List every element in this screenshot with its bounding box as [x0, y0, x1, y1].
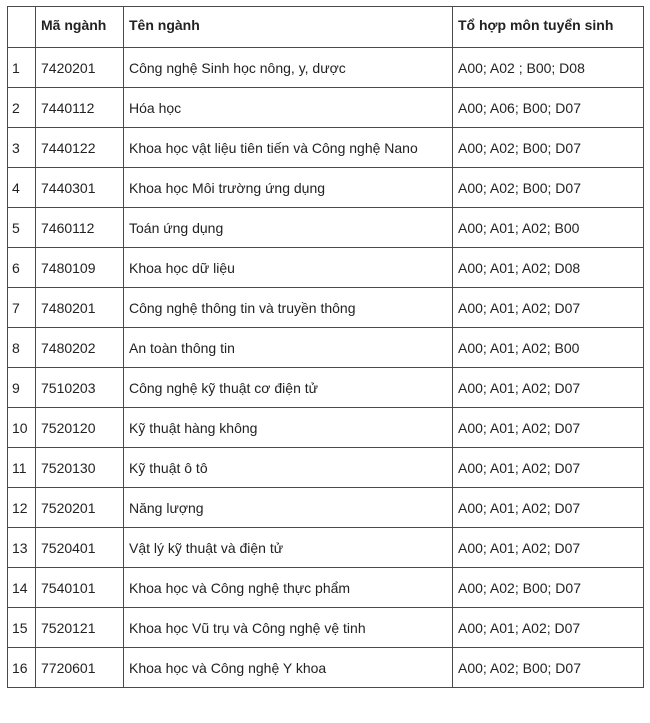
table-row [8, 168, 644, 208]
subject-combination-cell: A00; A01; A02; D08 [453, 248, 644, 288]
row-index-cell: 16 [8, 648, 36, 688]
subject-combination-cell: A00; A01; A02; D07 [453, 448, 644, 488]
major-name-cell: Toán ứng dụng [124, 208, 453, 248]
major-name-cell: Công nghệ Sinh học nông, y, dược [124, 48, 453, 88]
major-name-cell: Kỹ thuật ô tô [124, 448, 453, 488]
row-index-cell: 3 [8, 128, 36, 168]
major-name-cell: Khoa học vật liệu tiên tiến và Công nghệ Nano [124, 128, 453, 168]
table-row [8, 48, 644, 88]
major-code-cell: 7520201 [36, 488, 124, 528]
table-row [8, 648, 644, 688]
table-row [8, 208, 644, 248]
row-index-cell: 8 [8, 328, 36, 368]
major-name-cell: Khoa học dữ liệu [124, 248, 453, 288]
major-code-cell: 7510203 [36, 368, 124, 408]
subject-combination-cell: A00; A02; B00; D07 [453, 648, 644, 688]
table-row [8, 568, 644, 608]
subject-combination-cell: A00; A02; B00; D07 [453, 128, 644, 168]
major-code-cell: 7440122 [36, 128, 124, 168]
table-row [8, 328, 644, 368]
row-index-cell: 7 [8, 288, 36, 328]
subject-combination-cell: A00; A01; A02; D07 [453, 608, 644, 648]
row-index-cell: 5 [8, 208, 36, 248]
subject-combination-cell: A00; A02; B00; D07 [453, 568, 644, 608]
admissions-table-container [7, 6, 644, 688]
major-name-cell: Khoa học Môi trường ứng dụng [124, 168, 453, 208]
major-name-cell: Khoa học và Công nghệ Y khoa [124, 648, 453, 688]
table-row [8, 368, 644, 408]
header-subject-combination: Tổ hợp môn tuyển sinh [453, 7, 644, 48]
subject-combination-cell: A00; A02; B00; D07 [453, 168, 644, 208]
major-name-cell: Khoa học và Công nghệ thực phẩm [124, 568, 453, 608]
table-row [8, 408, 644, 448]
row-index-cell: 1 [8, 48, 36, 88]
subject-combination-cell: A00; A02 ; B00; D08 [453, 48, 644, 88]
major-code-cell: 7480201 [36, 288, 124, 328]
major-code-cell: 7440301 [36, 168, 124, 208]
subject-combination-cell: A00; A01; A02; B00 [453, 328, 644, 368]
table-row [8, 488, 644, 528]
table-row [8, 448, 644, 488]
row-index-cell: 10 [8, 408, 36, 448]
major-code-cell: 7520121 [36, 608, 124, 648]
row-index-cell: 14 [8, 568, 36, 608]
major-code-cell: 7720601 [36, 648, 124, 688]
major-name-cell: Khoa học Vũ trụ và Công nghệ vệ tinh [124, 608, 453, 648]
row-index-cell: 4 [8, 168, 36, 208]
table-row [8, 128, 644, 168]
major-code-cell: 7480109 [36, 248, 124, 288]
major-code-cell: 7520120 [36, 408, 124, 448]
major-code-cell: 7520130 [36, 448, 124, 488]
table-body [8, 48, 644, 688]
major-code-cell: 7540101 [36, 568, 124, 608]
major-name-cell: Năng lượng [124, 488, 453, 528]
major-code-cell: 7520401 [36, 528, 124, 568]
row-index-cell: 2 [8, 88, 36, 128]
row-index-cell: 6 [8, 248, 36, 288]
table-header-row [8, 7, 644, 48]
header-index [8, 7, 36, 48]
major-code-cell: 7420201 [36, 48, 124, 88]
subject-combination-cell: A00; A01; A02; D07 [453, 288, 644, 328]
row-index-cell: 13 [8, 528, 36, 568]
subject-combination-cell: A00; A01; A02; D07 [453, 488, 644, 528]
table-row [8, 608, 644, 648]
major-code-cell: 7440112 [36, 88, 124, 128]
major-name-cell: Công nghệ thông tin và truyền thông [124, 288, 453, 328]
major-name-cell: Hóa học [124, 88, 453, 128]
admissions-table [7, 6, 644, 688]
table-row [8, 88, 644, 128]
subject-combination-cell: A00; A01; A02; D07 [453, 528, 644, 568]
major-name-cell: Kỹ thuật hàng không [124, 408, 453, 448]
major-code-cell: 7480202 [36, 328, 124, 368]
major-name-cell: Vật lý kỹ thuật và điện tử [124, 528, 453, 568]
table-row [8, 248, 644, 288]
subject-combination-cell: A00; A01; A02; B00 [453, 208, 644, 248]
header-major-code: Mã ngành [36, 7, 124, 48]
row-index-cell: 11 [8, 448, 36, 488]
subject-combination-cell: A00; A01; A02; D07 [453, 408, 644, 448]
header-major-name: Tên ngành [124, 7, 453, 48]
major-name-cell: An toàn thông tin [124, 328, 453, 368]
table-row [8, 288, 644, 328]
row-index-cell: 15 [8, 608, 36, 648]
row-index-cell: 12 [8, 488, 36, 528]
major-name-cell: Công nghệ kỹ thuật cơ điện tử [124, 368, 453, 408]
subject-combination-cell: A00; A01; A02; D07 [453, 368, 644, 408]
major-code-cell: 7460112 [36, 208, 124, 248]
table-row [8, 528, 644, 568]
subject-combination-cell: A00; A06; B00; D07 [453, 88, 644, 128]
row-index-cell: 9 [8, 368, 36, 408]
